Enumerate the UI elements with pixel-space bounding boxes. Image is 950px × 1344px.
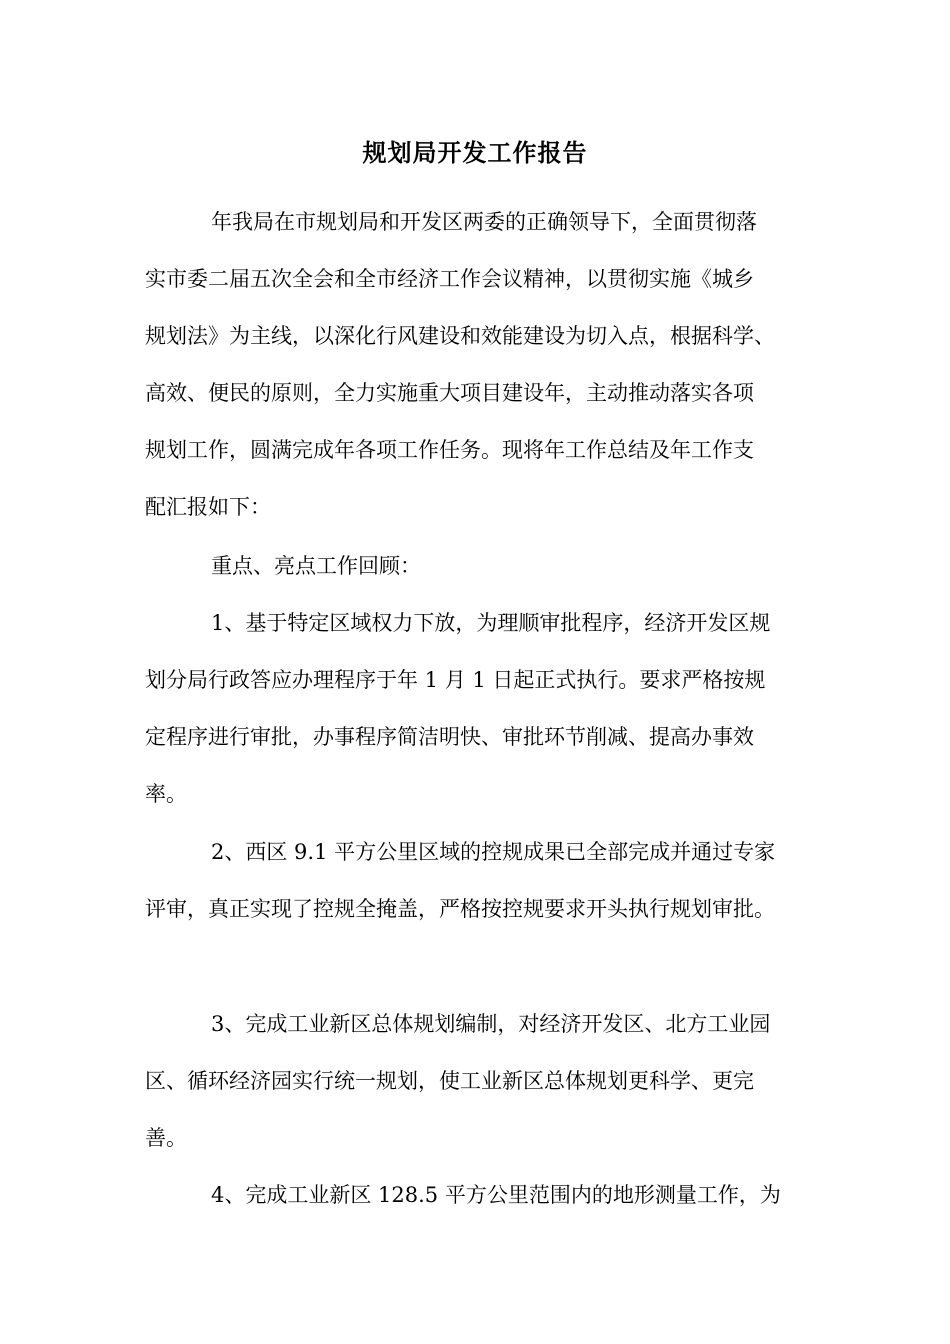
paragraph-line: 4、完成工业新区 128.5 平方公里范围内的地形测量工作，为 (211, 1183, 781, 1207)
paragraph-line: 2、西区 9.1 平方公里区域的控规成果已全部完成并通过专家 (211, 840, 776, 864)
paragraph-line: 年我局在市规划局和开发区两委的正确领导下，全面贯彻落 (211, 210, 757, 234)
paragraph-line: 评审，真正实现了控规全掩盖，严格按控规要求开头执行规划审批。 (145, 897, 775, 921)
paragraph-line: 划分局行政答应办理程序于年 1 月 1 日起正式执行。要求严格按规 (145, 668, 766, 692)
document-title: 规划局开发工作报告 (362, 138, 588, 167)
paragraph-line: 善。 (145, 1126, 187, 1150)
paragraph-line: 区、循环经济园实行统一规划，使工业新区总体规划更科学、更完 (145, 1069, 754, 1093)
paragraph-line: 配汇报如下： (145, 495, 271, 519)
section-heading: 重点、亮点工作回顾： (211, 554, 421, 578)
paragraph-line: 3、完成工业新区总体规划编制，对经济开发区、北方工业园 (211, 1012, 771, 1036)
paragraph-line: 定程序进行审批，办事程序简洁明快、审批环节削减、提高办事效 (145, 725, 754, 749)
paragraph-line: 规划工作，圆满完成年各项工作任务。现将年工作总结及年工作支 (145, 438, 754, 462)
paragraph-line: 规划法》为主线，以深化行风建设和效能建设为切入点，根据科学、 (145, 324, 775, 348)
paragraph-line: 1、基于特定区域权力下放，为理顺审批程序，经济开发区规 (211, 611, 771, 635)
paragraph-line: 高效、便民的原则，全力实施重大项目建设年，主动推动落实各项 (145, 381, 754, 405)
paragraph-line: 率。 (145, 782, 187, 806)
paragraph-line: 实市委二届五次全会和全市经济工作会议精神，以贯彻实施《城乡 (145, 267, 754, 291)
